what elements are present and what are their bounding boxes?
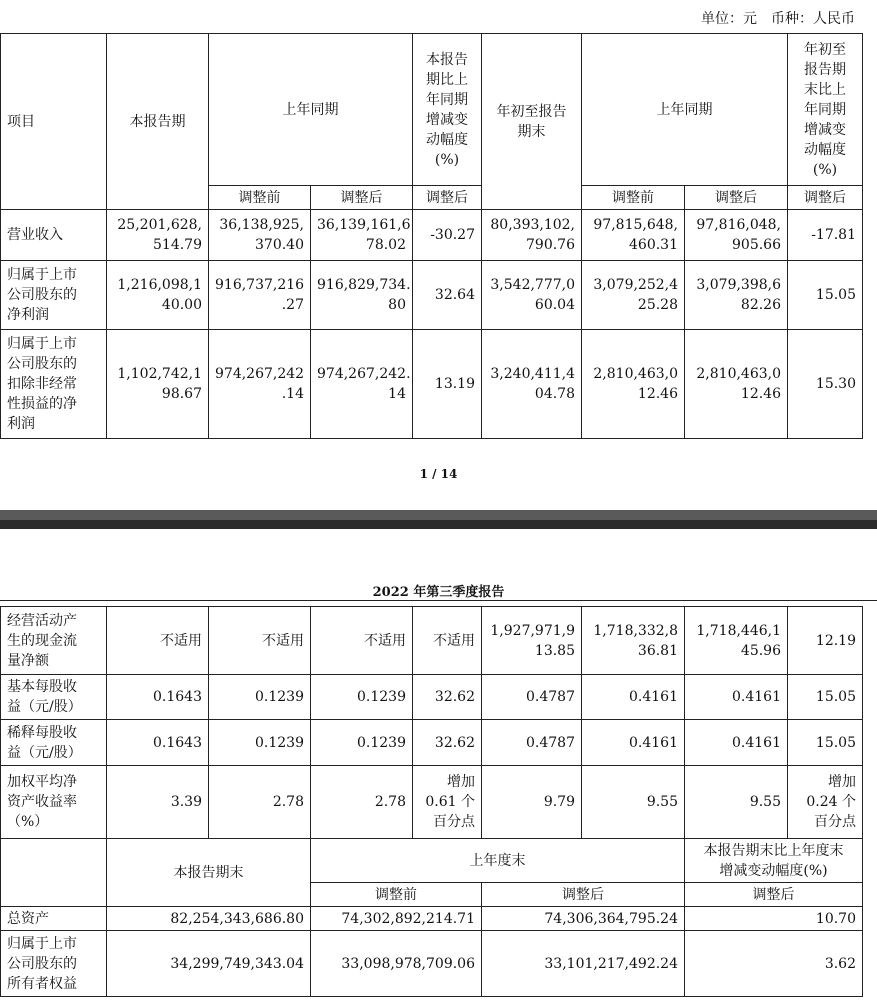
table-cell: 74,302,892,214.71 (311, 907, 482, 931)
table-row (1, 210, 863, 261)
page-number: 1 / 14 (419, 467, 458, 481)
table-cell: 不适用 (107, 607, 209, 675)
table-row (1, 720, 863, 766)
header-blank (1, 839, 107, 907)
table-cell: 3,079,252,4 25.28 (582, 261, 685, 330)
table-cell: 97,815,648, 460.31 (582, 210, 685, 261)
table-cell: 32.62 (413, 720, 482, 766)
table-cell: 12.19 (788, 607, 863, 675)
table-cell: 1,718,446,1 45.96 (685, 607, 788, 675)
table-cell: 0.1643 (107, 720, 209, 766)
subheader-after-adj: 调整后 (413, 186, 482, 210)
row-label: 稀释每股收 益（元/股） (1, 720, 107, 766)
header-current-period: 本报告期 (107, 34, 209, 210)
table-cell: 0.4787 (482, 720, 582, 766)
table-cell: 33,098,978,709.06 (311, 931, 482, 997)
table-cell: 0.4161 (582, 720, 685, 766)
table-cell: 1,216,098,1 40.00 (107, 261, 209, 330)
table-cell: 1,102,742,1 98.67 (107, 330, 209, 439)
table-cell: 3.62 (685, 931, 863, 997)
table-cell: 0.4787 (482, 675, 582, 720)
table-cell: 9.55 (582, 766, 685, 839)
unit-currency-line: 单位：元 币种：人民币 (701, 11, 855, 27)
subheader-before-adj: 调整前 (209, 186, 311, 210)
table-cell: 不适用 (413, 607, 482, 675)
header-item: 项目 (1, 34, 107, 210)
subheader-after-adj: 调整后 (311, 186, 413, 210)
row-label: 总资产 (1, 907, 107, 931)
table-cell: -17.81 (788, 210, 863, 261)
table-cell: 32.62 (413, 675, 482, 720)
subheader-after-adj: 调整后 (685, 883, 863, 907)
header-change: 本报告 期比上 年同期 增减变 动幅度 (%) (413, 34, 482, 186)
table-cell: 34,299,749,343.04 (107, 931, 311, 997)
table-cell: 2,810,463,0 12.46 (685, 330, 788, 439)
table-cell: 82,254,343,686.80 (107, 907, 311, 931)
table-cell: 32.64 (413, 261, 482, 330)
row-label: 归属于上市 公司股东的 净利润 (1, 261, 107, 330)
table-cell: 3,542,777,0 60.04 (482, 261, 582, 330)
row-label: 归属于上市 公司股东的 所有者权益 (1, 931, 107, 997)
table-cell: 9.79 (482, 766, 582, 839)
table-cell: 9.55 (685, 766, 788, 839)
balance-table (0, 838, 863, 997)
table-cell: 2,810,463,0 12.46 (582, 330, 685, 439)
row-label: 经营活动产 生的现金流 量净额 (1, 607, 107, 675)
table-row (1, 330, 863, 439)
table-cell: 3,240,411,4 04.78 (482, 330, 582, 439)
header-change: 本报告期末比上年度末 增减变动幅度(%) (685, 839, 863, 883)
row-label: 加权平均净 资产收益率 （%） (1, 766, 107, 839)
table-cell: 3.39 (107, 766, 209, 839)
table-cell: 0.1239 (209, 720, 311, 766)
table-row (1, 261, 863, 330)
table-cell: 15.30 (788, 330, 863, 439)
table-cell: 0.4161 (685, 720, 788, 766)
table-cell: 74,306,364,795.24 (482, 907, 685, 931)
table-cell: 974,267,242. 14 (311, 330, 413, 439)
header-period-end: 本报告期末 (107, 839, 311, 907)
row-label: 基本每股收 益（元/股） (1, 675, 107, 720)
table-cell: 15.05 (788, 720, 863, 766)
subheader-after-adj: 调整后 (482, 883, 685, 907)
header-prev-period: 上年同期 (209, 34, 413, 186)
table-row (1, 607, 863, 675)
row-label: 营业收入 (1, 210, 107, 261)
table-cell: 0.1239 (209, 675, 311, 720)
header-rule (0, 600, 877, 601)
header-prev-year-end: 上年度末 (311, 839, 685, 883)
table-cell: 36,138,925, 370.40 (209, 210, 311, 261)
page-separator-shadow (0, 520, 877, 529)
header-ytd: 年初至报告 期末 (482, 34, 582, 210)
table-cell: 25,201,628, 514.79 (107, 210, 209, 261)
header-prev-ytd: 上年同期 (582, 34, 788, 186)
table-cell: 1,718,332,8 36.81 (582, 607, 685, 675)
table-cell: 1,927,971,9 13.85 (482, 607, 582, 675)
table-cell: 0.4161 (685, 675, 788, 720)
table-cell: 80,393,102, 790.76 (482, 210, 582, 261)
financial-table-bottom (0, 606, 863, 839)
table-cell: 13.19 (413, 330, 482, 439)
table-row (1, 931, 863, 997)
table-cell: 15.05 (788, 261, 863, 330)
table-row (1, 766, 863, 839)
table-cell: 15.05 (788, 675, 863, 720)
table-row (1, 907, 863, 931)
table-cell: 2.78 (209, 766, 311, 839)
table-row (1, 675, 863, 720)
table-cell: 不适用 (209, 607, 311, 675)
table-cell: 不适用 (311, 607, 413, 675)
report-title: 2022 年第三季度报告 (372, 585, 505, 600)
table-cell: 2.78 (311, 766, 413, 839)
subheader-before-adj: 调整前 (311, 883, 482, 907)
subheader-after-adj: 调整后 (685, 186, 788, 210)
table-cell: 增加 0.61 个 百分点 (413, 766, 482, 839)
page-separator (0, 510, 877, 520)
table-cell: 0.4161 (582, 675, 685, 720)
table-cell: 0.1239 (311, 675, 413, 720)
table-cell: 0.1643 (107, 675, 209, 720)
table-cell: 974,267,242 .14 (209, 330, 311, 439)
table-cell: 33,101,217,492.24 (482, 931, 685, 997)
subheader-before-adj: 调整前 (582, 186, 685, 210)
table-cell: 0.1239 (311, 720, 413, 766)
subheader-after-adj: 调整后 (788, 186, 863, 210)
table-cell: 3,079,398,6 82.26 (685, 261, 788, 330)
financial-table-top (0, 33, 863, 439)
row-label: 归属于上市 公司股东的 扣除非经常 性损益的净 利润 (1, 330, 107, 439)
table-cell: 增加 0.24 个 百分点 (788, 766, 863, 839)
header-ytd-change: 年初至 报告期 末比上 年同期 增减变 动幅度 (%) (788, 34, 863, 186)
table-cell: 36,139,161,6 78.02 (311, 210, 413, 261)
table-cell: 916,829,734. 80 (311, 261, 413, 330)
table-cell: 916,737,216 .27 (209, 261, 311, 330)
table-cell: 97,816,048, 905.66 (685, 210, 788, 261)
table-cell: -30.27 (413, 210, 482, 261)
table-cell: 10.70 (685, 907, 863, 931)
